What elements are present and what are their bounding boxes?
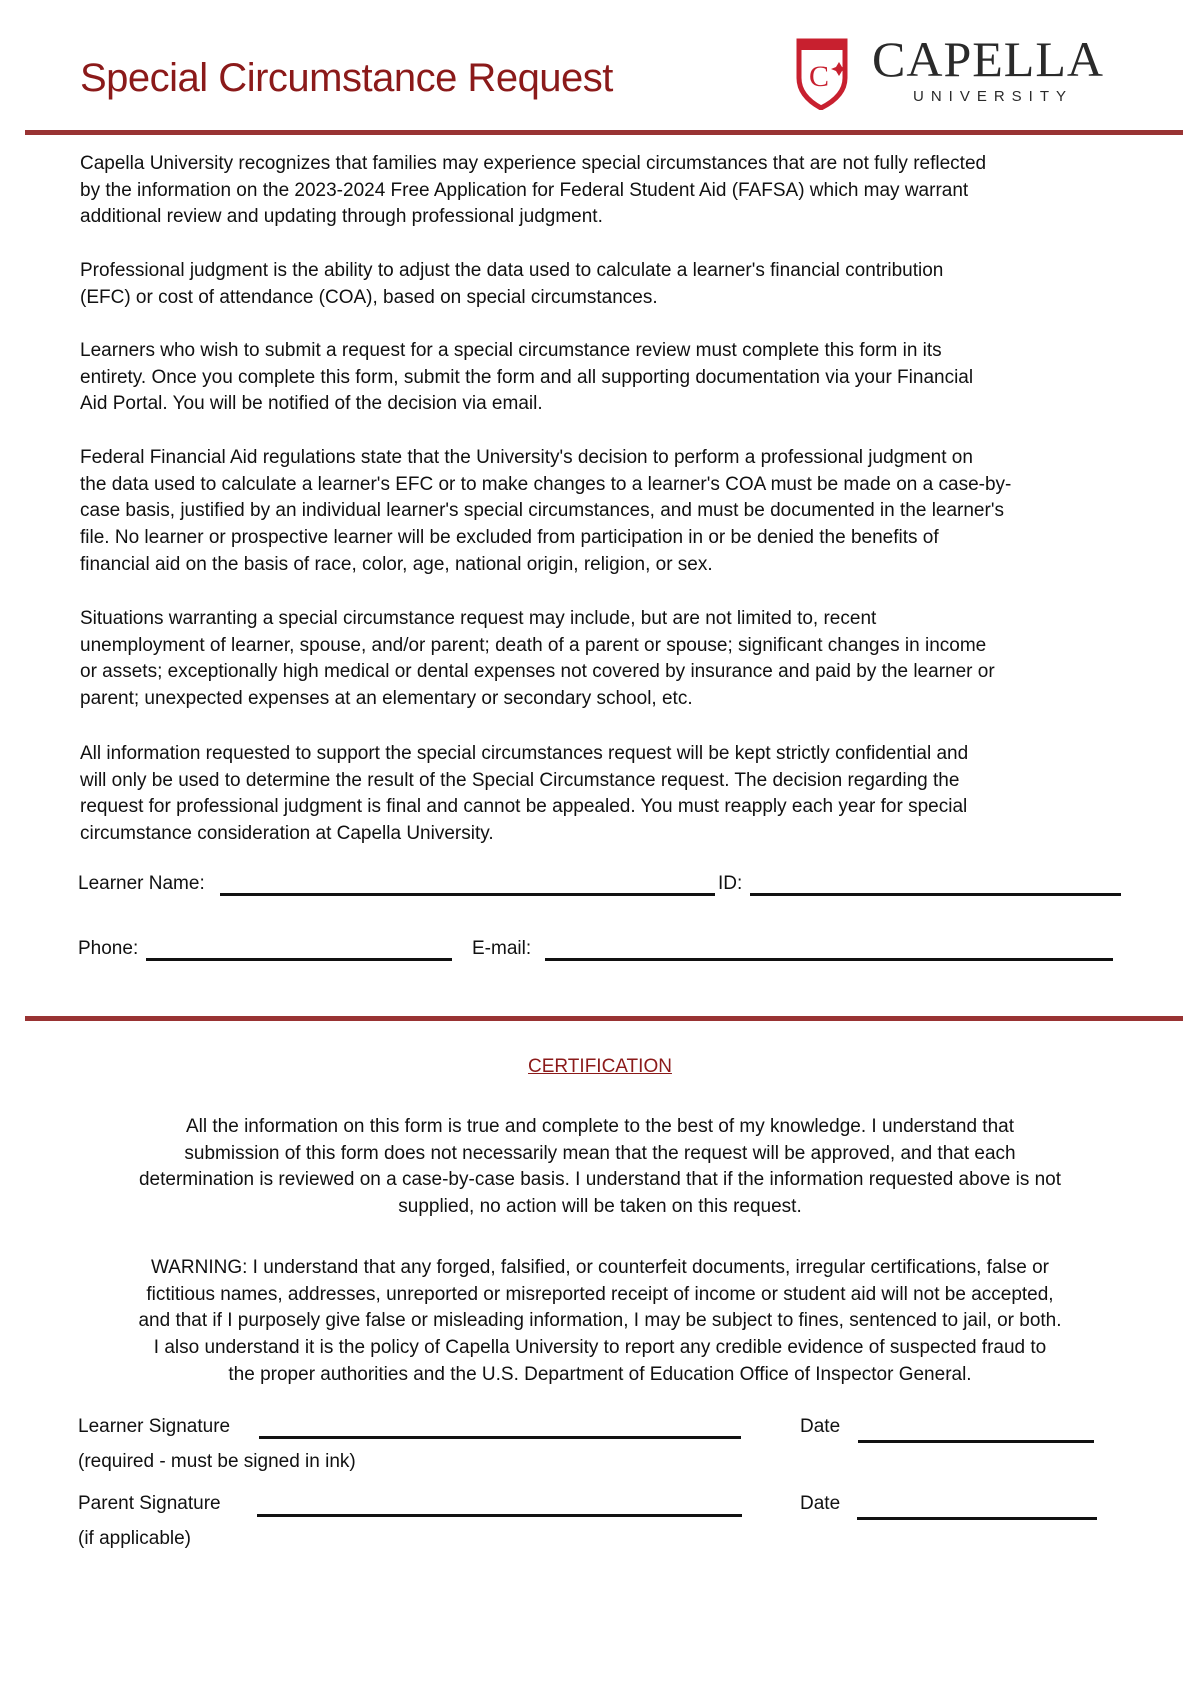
- paragraph-line: Professional judgment is the ability to adjust the data used to calculate a learner's financial contribution: [80, 260, 944, 281]
- paragraph-line: or assets; exceptionally high medical or dental expenses not covered by insurance and paid by the learner or: [80, 661, 995, 683]
- parent-date-label: Date: [800, 1493, 841, 1514]
- learner-name-field[interactable]: [220, 893, 715, 896]
- paragraph-line: Situations warranting a special circumstance request may include, but are not limited to, recent: [80, 608, 877, 629]
- paragraph-line: (EFC) or cost of attendance (COA), based on special circumstances.: [80, 286, 658, 308]
- phone-field[interactable]: [146, 958, 452, 961]
- section-divider: [25, 1016, 1183, 1021]
- parent-date-field[interactable]: [857, 1517, 1097, 1520]
- learner-date-label: Date: [800, 1416, 841, 1437]
- paragraph-line: additional review and updating through professional judgment.: [80, 206, 603, 228]
- id-label: ID:: [718, 873, 743, 894]
- certification-line: supplied, no action will be taken on this request.: [398, 1196, 802, 1218]
- learner-name-label: Learner Name:: [78, 873, 205, 894]
- certification-line: All the information on this form is true and complete to the best of my knowledge. I understand that: [185, 1116, 1014, 1137]
- parent-signature-field[interactable]: [257, 1514, 742, 1517]
- body-paragraph: [80, 741, 1140, 848]
- paragraph-line: Learners who wish to submit a request for a special circumstance review must complete this form in its: [80, 340, 942, 361]
- paragraph-line: circumstance consideration at Capella University.: [80, 823, 494, 845]
- learner-signature-note: (required - must be signed in ink): [78, 1451, 356, 1472]
- paragraph-line: parent; unexpected expenses at an elementary or secondary school, etc.: [80, 688, 693, 710]
- certification-line: I also understand it is the policy of Capella University to report any credible evidence of suspected fraud to: [153, 1337, 1047, 1359]
- paragraph-line: financial aid on the basis of race, color, age, national origin, religion, or sex.: [80, 553, 713, 575]
- certification-line: determination is reviewed on a case-by-case basis. I understand that if the information requested above is not: [138, 1169, 1062, 1191]
- logo-wordmark: CAPELLA: [872, 31, 1104, 87]
- certification-line: and that if I purposely give false or misleading information, I may be subject to fines, sentenced to jail, or both.: [138, 1310, 1062, 1332]
- learner-date-field[interactable]: [858, 1440, 1094, 1443]
- certification-line: fictitious names, addresses, unreported or misreported receipt of income or student aid will not be accepted,: [146, 1283, 1054, 1305]
- certification-line: WARNING: I understand that any forged, falsified, or counterfeit documents, irregular certifications, false or: [151, 1257, 1049, 1278]
- email-field[interactable]: [545, 958, 1113, 961]
- parent-signature-note: (if applicable): [78, 1528, 191, 1549]
- shield-logo-icon: [795, 38, 855, 110]
- paragraph-line: unemployment of learner, spouse, and/or parent; death of a parent or spouse; significant changes in income: [80, 634, 987, 656]
- body-paragraph: [80, 606, 1140, 713]
- certification-line: submission of this form does not necessarily mean that the request will be approved, and that each: [184, 1142, 1016, 1164]
- body-paragraph: [80, 338, 1140, 418]
- body-paragraph: [80, 445, 1140, 579]
- email-label: E-mail:: [472, 938, 532, 959]
- body-paragraph: [80, 258, 1140, 311]
- phone-label: Phone:: [78, 938, 139, 959]
- paragraph-line: All information requested to support the special circumstances request will be kept strictly confidential and: [80, 743, 969, 764]
- capella-logo: [795, 31, 1155, 111]
- certification-warning: [40, 1255, 1160, 1389]
- paragraph-line: Aid Portal. You will be notified of the decision via email.: [80, 393, 543, 415]
- learner-signature-label: Learner Signature: [78, 1416, 231, 1437]
- paragraph-line: case basis, justified by an individual learner's special circumstances, and must be documented in the learner's: [80, 500, 1004, 522]
- learner-signature-field[interactable]: [259, 1436, 741, 1439]
- parent-signature-label: Parent Signature: [78, 1493, 221, 1514]
- paragraph-line: Capella University recognizes that families may experience special circumstances that are not fully reflected: [80, 153, 987, 174]
- certification-heading: CERTIFICATION: [528, 1056, 672, 1077]
- paragraph-line: entirety. Once you complete this form, submit the form and all supporting documentation via your Financial: [80, 366, 974, 388]
- body-paragraph: [80, 151, 1140, 231]
- logo-subtitle: UNIVERSITY: [913, 88, 1074, 105]
- paragraph-line: will only be used to determine the result of the Special Circumstance request. The decision regarding the: [80, 769, 960, 791]
- paragraph-line: Federal Financial Aid regulations state that the University's decision to perform a professional judgment on: [80, 447, 973, 468]
- svg-text:C: C: [809, 60, 830, 93]
- header-divider: [25, 130, 1183, 135]
- paragraph-line: request for professional judgment is final and cannot be appealed. You must reapply each year for special: [80, 796, 968, 818]
- id-field[interactable]: [750, 893, 1121, 896]
- page-title: Special Circumstance Request: [80, 56, 613, 100]
- paragraph-line: by the information on the 2023-2024 Free Application for Federal Student Aid (FAFSA) which may warrant: [80, 179, 969, 201]
- paragraph-line: file. No learner or prospective learner will be excluded from participation in or be denied the benefits of: [80, 527, 939, 549]
- certification-statement: [40, 1114, 1160, 1221]
- paragraph-line: the data used to calculate a learner's EFC or to make changes to a learner's COA must be made on a case-by-: [80, 473, 1012, 495]
- certification-line: the proper authorities and the U.S. Department of Education Office of Inspector General.: [228, 1363, 972, 1385]
